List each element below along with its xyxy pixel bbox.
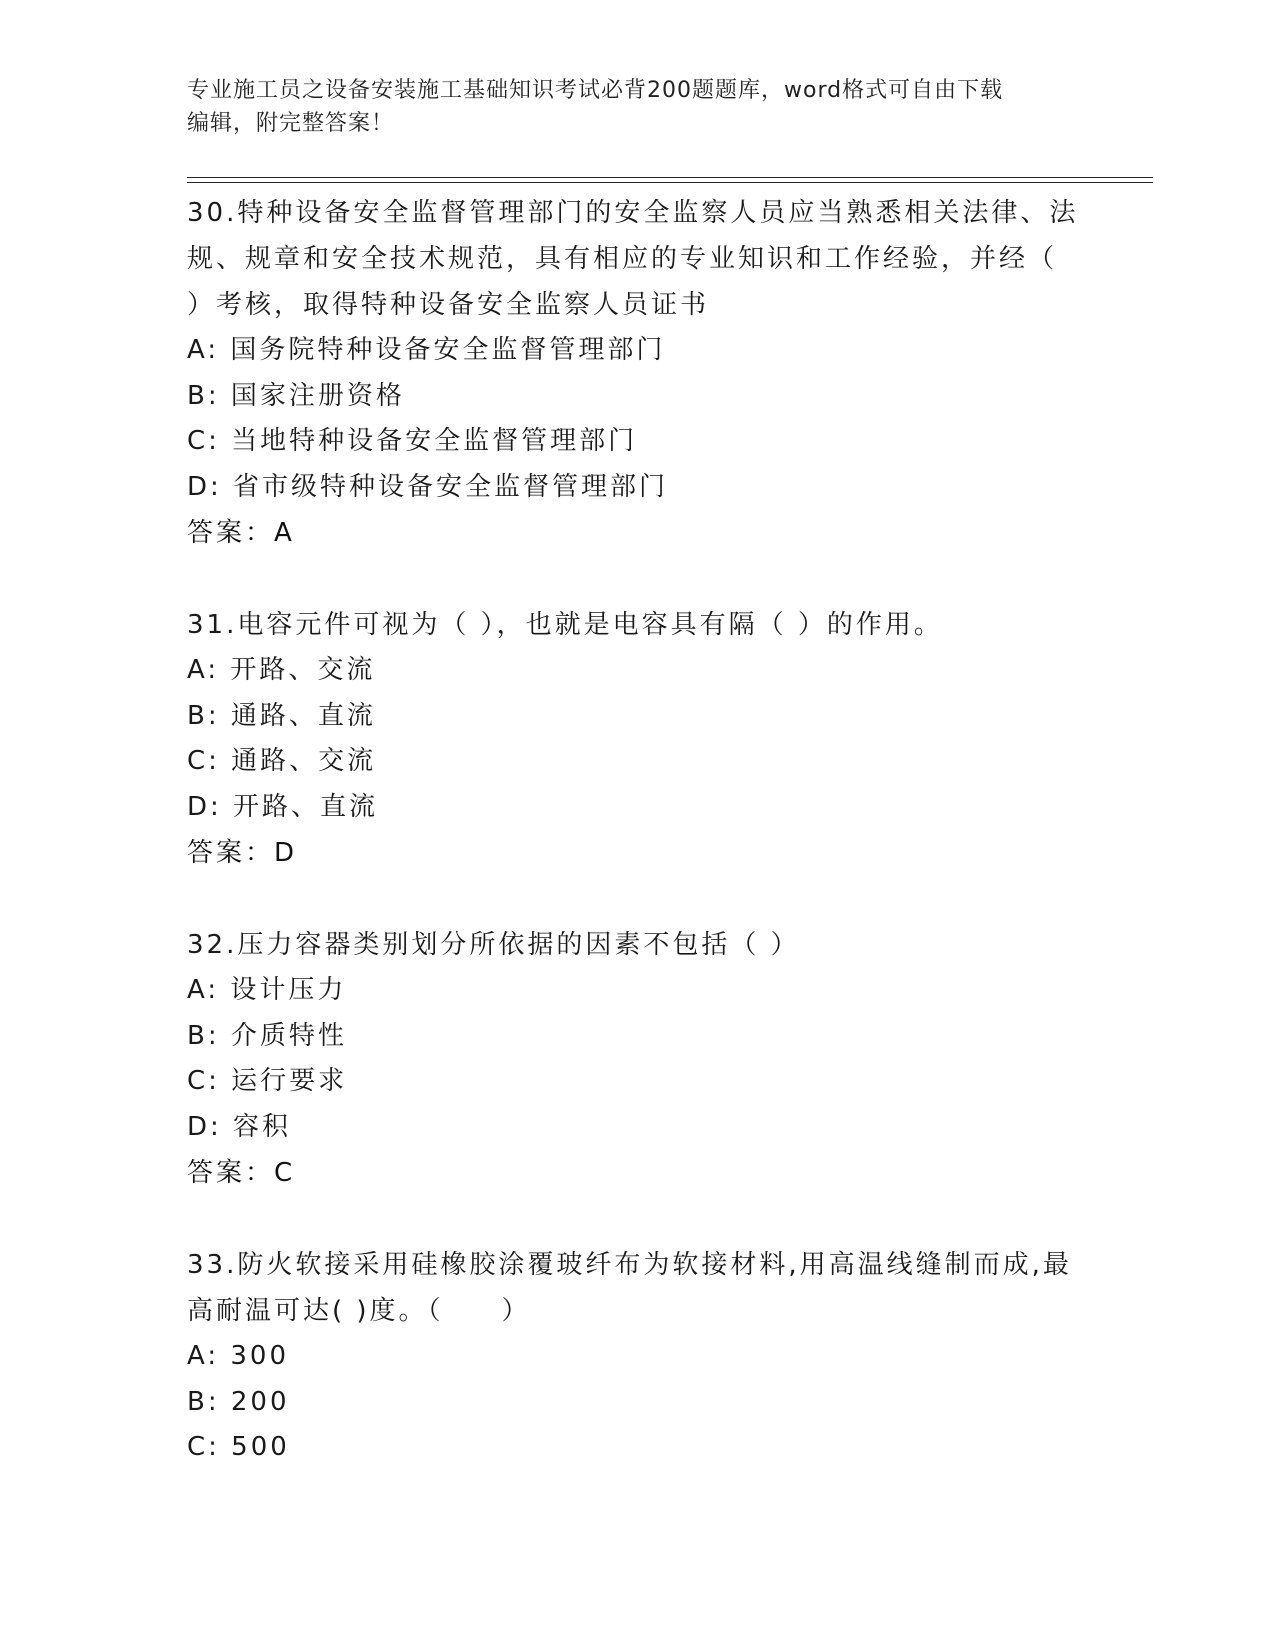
answer-value: C bbox=[274, 1158, 293, 1188]
option-c: C: 运行要求 bbox=[187, 1066, 348, 1096]
header-title-line-1: 专业施工员之设备安装施工基础知识考试必背200题题库，word格式可自由下载 bbox=[187, 78, 1004, 103]
option-a: A: 设计压力 bbox=[187, 975, 347, 1005]
question-text-line: 32.压力容器类别划分所依据的因素不包括（ ） bbox=[187, 930, 800, 960]
document-header bbox=[187, 74, 1067, 140]
question-31 bbox=[187, 602, 1087, 876]
option-b: B: 200 bbox=[187, 1386, 290, 1417]
option-d: D: 容积 bbox=[187, 1111, 292, 1142]
question-32 bbox=[187, 922, 1087, 1196]
option-c: C: 通路、交流 bbox=[187, 746, 377, 776]
answer-line bbox=[187, 1150, 1087, 1196]
answer-label: 答案： bbox=[187, 518, 275, 548]
option-a: A: 300 bbox=[187, 1341, 289, 1371]
answer-line bbox=[187, 510, 1087, 556]
question-text-line: 31.电容元件可视为（ ），也就是电容具有隔（ ）的作用。 bbox=[187, 610, 943, 640]
option-c: C: 当地特种设备安全监督管理部门 bbox=[187, 426, 638, 456]
question-30 bbox=[187, 190, 1087, 556]
question-list bbox=[187, 190, 1087, 1517]
option-b: B: 国家注册资格 bbox=[187, 380, 405, 411]
question-text-line: 高耐温可达( )度。（ ） bbox=[187, 1296, 531, 1326]
option-a: A: 开路、交流 bbox=[187, 655, 376, 685]
question-text-line: 33.防火软接采用硅橡胶涂覆玻纤布为软接材料,用高温线缝制而成,最 bbox=[187, 1250, 1072, 1280]
option-d: D: 开路、直流 bbox=[187, 791, 379, 822]
question-text-line: 规、规章和安全技术规范，具有相应的专业知识和工作经验，并经（ bbox=[187, 244, 1058, 274]
question-text-line: 30.特种设备安全监督管理部门的安全监察人员应当熟悉相关法律、法 bbox=[187, 198, 1079, 228]
option-b: B: 介质特性 bbox=[187, 1020, 347, 1051]
answer-label: 答案： bbox=[187, 1158, 275, 1188]
answer-value: A bbox=[274, 518, 292, 548]
header-divider bbox=[187, 177, 1153, 183]
answer-value: D bbox=[274, 838, 295, 868]
question-33 bbox=[187, 1242, 1087, 1471]
option-a: A: 国务院特种设备安全监督管理部门 bbox=[187, 335, 666, 365]
question-text-line: ）考核，取得特种设备安全监察人员证书 bbox=[187, 290, 710, 320]
option-d: D: 省市级特种设备安全监督管理部门 bbox=[187, 471, 669, 502]
header-title-line-2: 编辑，附完整答案！ bbox=[187, 111, 395, 136]
answer-label: 答案： bbox=[187, 838, 275, 868]
answer-line bbox=[187, 830, 1087, 876]
option-c: C: 500 bbox=[187, 1432, 290, 1462]
option-b: B: 通路、直流 bbox=[187, 700, 376, 731]
